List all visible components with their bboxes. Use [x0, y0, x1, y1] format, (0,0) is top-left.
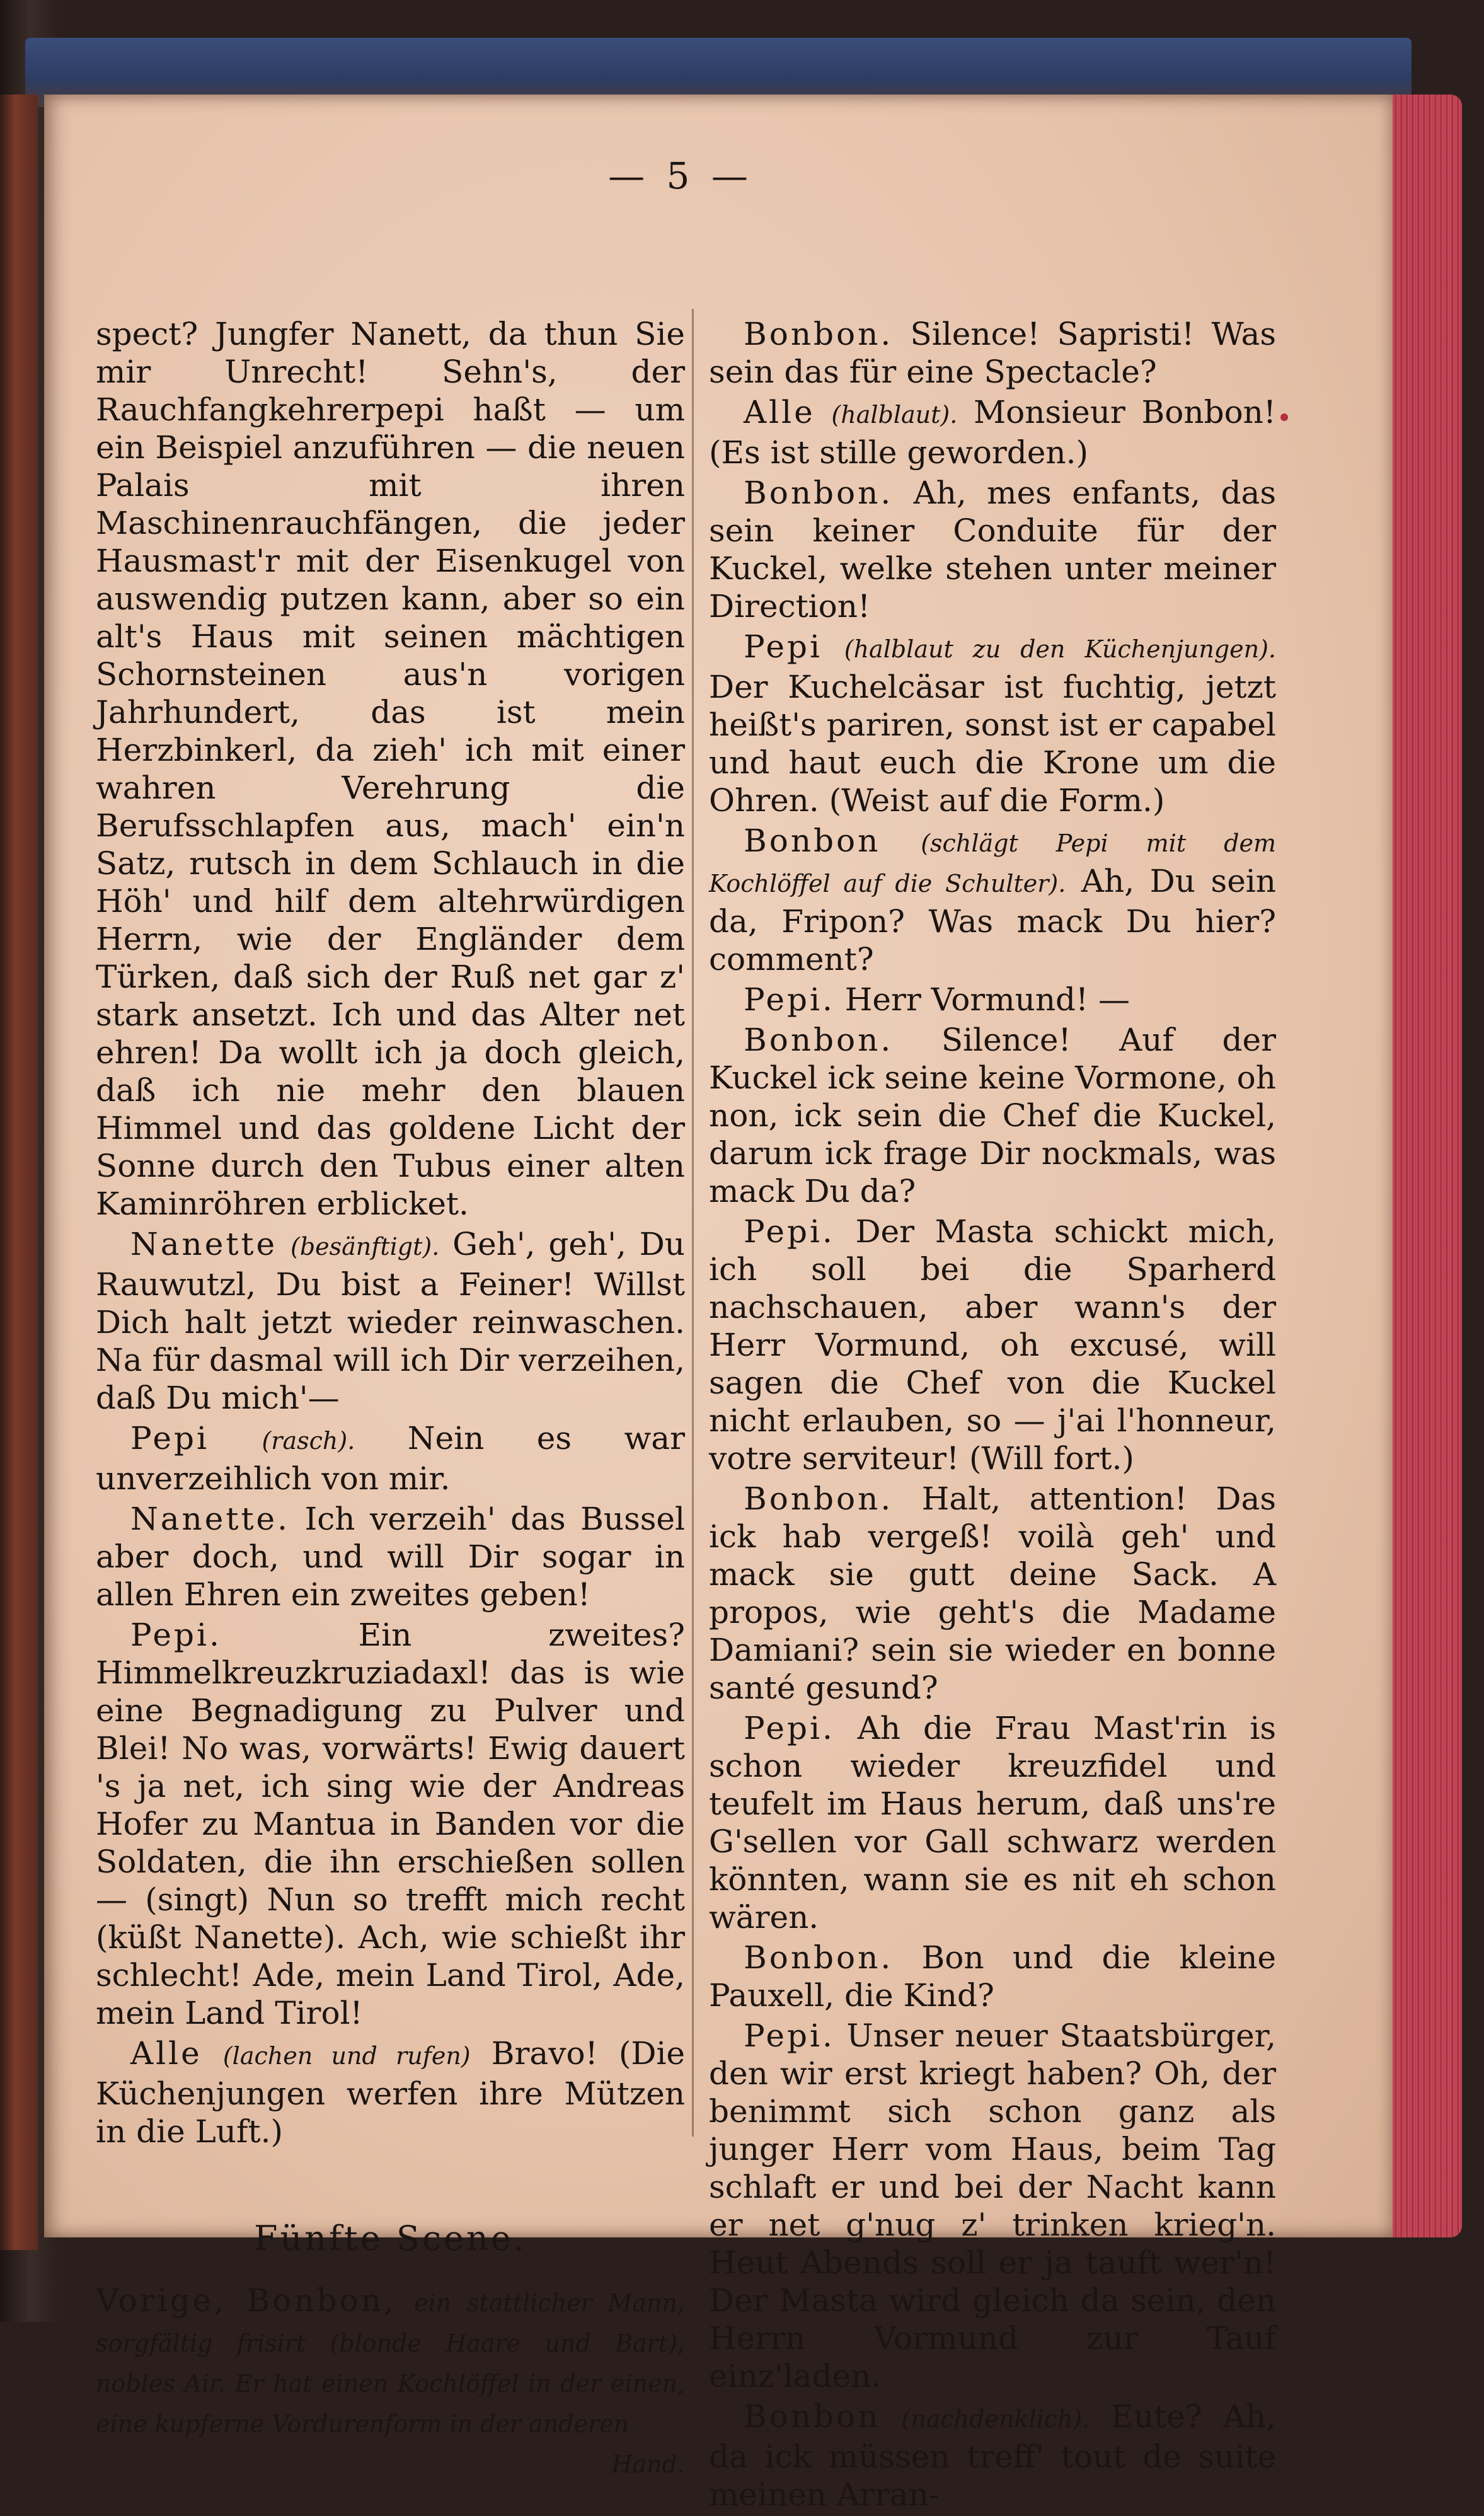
book-spine-edge	[0, 95, 38, 2250]
stage-direction: ein stattlicher Mann, sorgfältig frisirt (blonde Haare und Bart), nobles Air. Er hat einen Kochlöffel in der einen, eine kupferne Vordurenform in der anderen	[96, 2289, 685, 2438]
speaker-name: Alle	[744, 394, 815, 430]
speaker-name: Nanette.	[130, 1501, 290, 1537]
speaker-name: Bonbon.	[744, 1939, 894, 1976]
dialogue-text: Ah, mes enfants, das sein keiner Conduite für der Kuckel, welke stehen unter meiner Direction!	[709, 475, 1276, 625]
dialogue-text: Der Kuchelcäsar ist fuchtig, jetzt heißt's pariren, sonst ist er capabel und haut euch die Krone um die Ohren. (Weist auf die Form.)	[709, 669, 1276, 819]
scene-heading: Fünfte Scene.	[254, 2219, 527, 2258]
speaker-name: Pepi.	[744, 2017, 835, 2054]
margin-mark	[1280, 413, 1288, 421]
paragraph	[709, 1939, 1276, 2014]
stage-direction: (lachen und rufen)	[222, 2042, 471, 2070]
scene-intro	[96, 2282, 685, 2443]
speaker-name: Pepi.	[744, 981, 835, 1018]
dialogue-text: Bon und die kleine Pauxell, die Kind?	[709, 1939, 1276, 2014]
stage-direction: (halblaut).	[831, 401, 958, 429]
paragraph	[709, 393, 1276, 471]
dialogue-text: Monsieur Bonbon! (Es ist stille geworden.)	[709, 394, 1276, 471]
dialogue-text: Ich verzeih' das Bussel aber doch, und will Dir sogar in allen Ehren ein zweites geben!	[96, 1501, 685, 1613]
dialogue-text: Silence! Sapristi! Was sein das für eine Spectacle?	[709, 316, 1276, 390]
left-column	[96, 315, 685, 2483]
paragraph	[709, 315, 1276, 391]
speaker-name: Nanette	[130, 1226, 278, 1262]
speaker-name: Bonbon.	[744, 316, 894, 352]
paragraph	[96, 1225, 685, 1417]
paragraph	[709, 2398, 1276, 2513]
dialogue-text: Eute? Ah, da ick müssen treff' tout de suite meinen Arran-	[709, 2398, 1276, 2513]
page-edges	[1386, 95, 1462, 2237]
paragraph	[709, 474, 1276, 625]
stage-direction: (halblaut zu den Küchenjungen).	[844, 635, 1276, 663]
paragraph	[709, 1709, 1276, 1936]
paragraph	[96, 1419, 685, 1497]
speaker-name: Pepi.	[130, 1617, 222, 1653]
dialogue-text: Bravo! (Die Küchenjungen werfen ihre Mützen in die Luft.)	[96, 2035, 685, 2150]
speaker-name: Alle	[130, 2035, 202, 2072]
speaker-name: Bonbon.	[744, 1480, 894, 1517]
scene-intro-end: Hand.	[611, 2450, 685, 2478]
speaker-name: Vorige, Bonbon,	[96, 2282, 396, 2319]
dialogue-text: Ein zweites? Himmelkreuzkruziadaxl! das is wie eine Begnadigung zu Pulver und Blei! No was, vorwärts! Ewig dauert 's ja net, ich sing wie der Andreas Hofer zu Mantua in Banden vor die Soldaten, die ihn erschießen sollen — (singt) Nun so trefft mich recht (küßt Nanette). Ach, wie schießt ihr schlecht! Ade, mein Land Tirol, Ade, mein Land Tirol!	[96, 1617, 685, 2031]
dialogue-text: Geh', geh', Du Rauwutzl, Du bist a Feiner! Willst Dich halt jetzt wieder reinwaschen. Na für dasmal will ich Dir verzeihen, daß Du mich'—	[96, 1226, 685, 1416]
stage-direction: (besänftigt).	[290, 1233, 440, 1261]
paragraph	[709, 1480, 1276, 1707]
speaker-name: Bonbon.	[744, 1022, 894, 1058]
right-column	[709, 315, 1276, 2516]
dialogue-text: Herr Vormund! —	[844, 981, 1130, 1018]
column-divider	[692, 309, 694, 2137]
paragraph	[709, 1213, 1276, 1477]
paragraph	[709, 628, 1276, 819]
dialogue-text: Ah, Du sein da, Fripon? Was mack Du hier? comment?	[709, 863, 1276, 978]
dialogue-text: Nein es war unverzeihlich von mir.	[96, 1420, 685, 1497]
page-number: — 5 —	[608, 154, 753, 197]
speaker-name: Pepi.	[744, 1710, 835, 1746]
paragraph	[709, 822, 1276, 978]
stage-direction: (schlägt Pepi mit dem Kochlöffel auf die Schulter).	[709, 829, 1276, 897]
speaker-name: Bonbon.	[744, 475, 894, 511]
speaker-name: Pepi	[744, 628, 822, 665]
speaker-name: Pepi	[130, 1420, 209, 1457]
speaker-name: Pepi.	[744, 1213, 835, 1250]
paragraph	[96, 1616, 685, 2032]
dialogue-text: Halt, attention! Das ick hab vergeß! voilà geh' und mack sie gutt deine Sack. A propos, wie geht's die Madame Damiani? sein sie wieder en bonne santé gesund?	[709, 1480, 1276, 1706]
paragraph	[96, 2034, 685, 2150]
dialogue-text: Ah die Frau Mast'rin is schon wieder kreuzfidel und teufelt im Haus herum, daß uns're G'sellen vor Gall schwarz werden könnten, wann sie es nit eh schon wären.	[709, 1710, 1276, 1936]
paragraph	[709, 2017, 1276, 2395]
dialogue-text: Silence! Auf der Kuckel ick seine keine Vormone, oh non, ick sein die Chef die Kuckel, darum ick frage Dir nockmals, was mack Du da?	[709, 1022, 1276, 1209]
paragraph	[96, 1500, 685, 1613]
stage-direction: (rasch).	[262, 1427, 355, 1455]
paragraph	[709, 981, 1276, 1019]
speaker-name: Bonbon	[744, 822, 881, 859]
speaker-name: Bonbon	[744, 2398, 881, 2435]
dialogue-text: Der Masta schickt mich, ich soll bei die Sparherd nachschauen, aber wann's der Herr Vormund, oh excusé, will sagen die Chef von die Kuckel nicht erlauben, so — j'ai l'honneur, votre serviteur! (Will fort.)	[709, 1213, 1276, 1477]
paragraph	[709, 1021, 1276, 1210]
stage-direction: (nachdenklich).	[901, 2405, 1090, 2433]
dialogue-text: Unser neuer Staatsbürger, den wir erst kriegt haben? Oh, der benimmt sich schon ganz als junger Herr vom Haus, beim Tag schlaft er und bei der Nacht kann er net g'nug z' trinken krieg'n. Heut Abends soll er ja tauft wer'n! Der Masta wird gleich da sein, den Herrn Vormund zur Tauf einz'laden.	[709, 2017, 1276, 2394]
paragraph: spect? Jungfer Nanett, da thun Sie mir Unrecht! Sehn's, der Rauchfangkehrerpepi haßt — um ein Beispiel anzuführen — die neuen Palais mit ihren Maschinenrauchfängen, die jeder Hausmast'r mit der Eisenkugel von auswendig putzen kann, aber so ein alt's Haus mit seinen mächtigen Schornsteinen aus'n vorigen Jahrhundert, das ist mein Herzbinkerl, da zieh' ich mit einer wahren Verehrung die Berufsschlapfen aus, mach' ein'n Satz, rutsch in dem Schlauch in die Höh' und hilf dem altehrwürdigen Herrn, wie der Engländer dem Türken, daß sich der Ruß net gar z' stark ansetzt. Ich und das Alter net ehren! Da wollt ich ja doch gleich, daß ich nie mehr den blauen Himmel und das goldene Licht der Sonne durch den Tubus einer alten Kaminröhren erblicket.	[96, 316, 685, 1222]
